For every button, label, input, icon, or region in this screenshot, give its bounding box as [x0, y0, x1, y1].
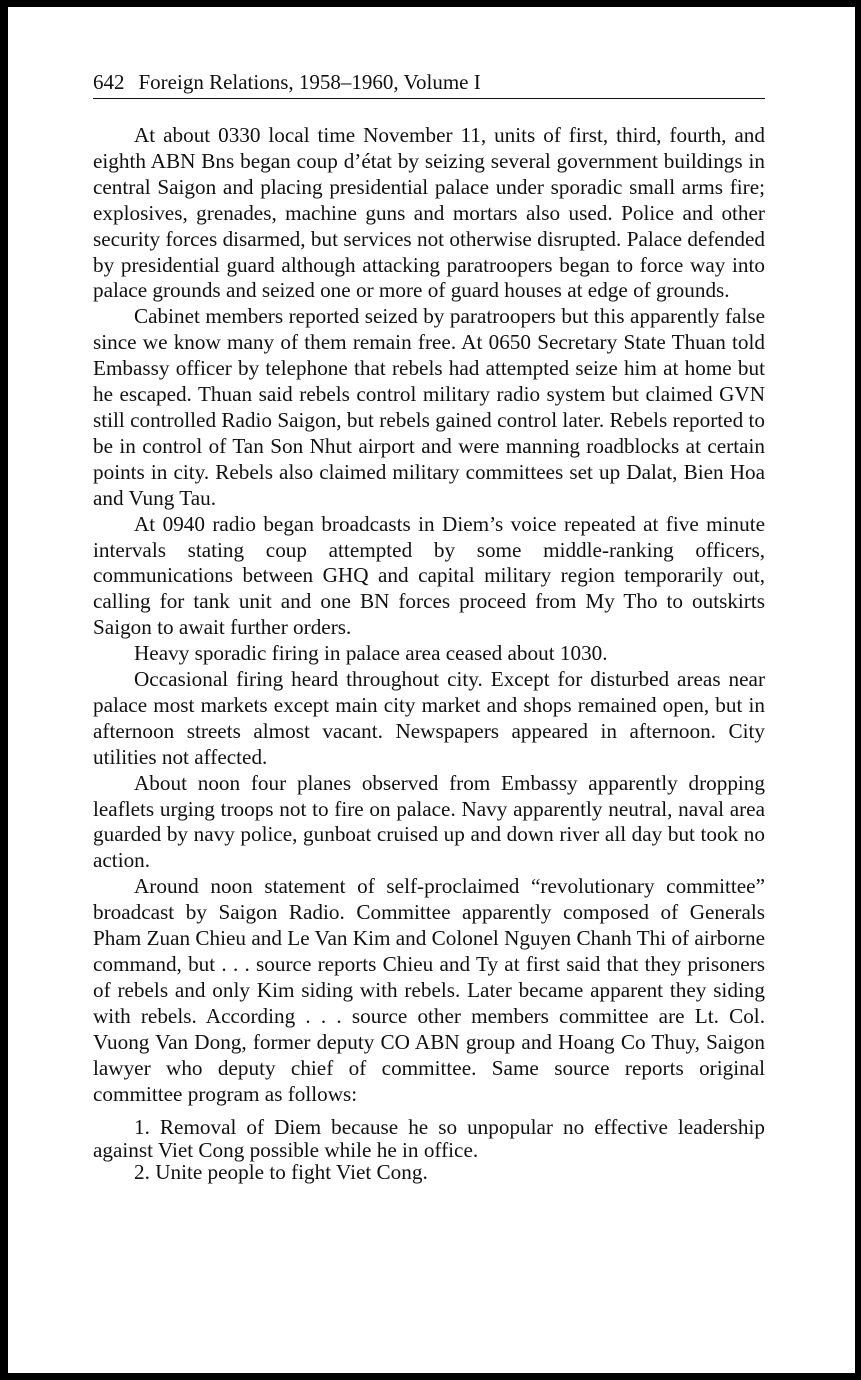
paragraph-coup-start: At about 0330 local time November 11, units of first, third, fourth, and eighth ABN Bns began coup d’état by seizing several government buildings in central Saigon and placing presidential palace under sporadic small arms fire; explosives, grenades, machine guns and mortars also used. Police and other security forces disarmed, but services not otherwise disrupted. Palace defended by presidential guard although attacking paratroopers began to force way into palace grounds and seized one or more of guard houses at edge of grounds.	[93, 123, 765, 303]
paragraph-cabinet: Cabinet members reported seized by paratroopers but this apparently false since we know many of them remain free. At 0650 Secretary State Thuan told Embassy officer by telephone that rebels had attempted seize him at home but he escaped. Thuan said rebels control military radio system but claimed GVN still controlled Radio Saigon, but rebels gained control later. Rebels reported to be in control of Tan Son Nhut airport and were manning roadblocks at certain points in city. Rebels also claimed military committees set up Dalat, Bien Hoa and Vung Tau.	[93, 304, 765, 510]
page-number: 642	[93, 70, 125, 94]
running-header	[93, 70, 765, 99]
list-item: 2. Unite people to fight Viet Cong.	[134, 1160, 428, 1185]
paragraph-firing-ceased: Heavy sporadic firing in palace area ceased about 1030.	[134, 641, 608, 666]
paragraph-city-conditions: Occasional firing heard throughout city. Except for disturbed areas near palace most markets except main city market and shops remained open, but in afternoon streets almost vacant. Newspapers appeared in afternoon. City utilities not affected.	[93, 667, 765, 769]
paragraph-radio-broadcast: At 0940 radio began broadcasts in Diem’s voice repeated at five minute intervals stating coup attempted by some middle-ranking officers, communications between GHQ and capital military region temporarily out, calling for tank unit and one BN forces proceed from My Tho to outskirts Saigon to await further orders.	[93, 511, 765, 640]
committee-program-list	[93, 1116, 765, 1184]
paragraph-planes-navy: About noon four planes observed from Embassy apparently dropping leaflets urging troops not to fire on palace. Navy apparently neutral, naval area guarded by navy police, gunboat cruised up and down river all day but took no action.	[93, 770, 765, 873]
volume-title: Foreign Relations, 1958–1960, Volume I	[138, 70, 481, 94]
document-body	[93, 123, 765, 1184]
list-item: 1. Removal of Diem because he so unpopular no effective leadership against Viet Cong possible while he in office.	[93, 1115, 765, 1162]
paragraph-revolutionary-committee: Around noon statement of self-proclaimed “revolutionary committee” broadcast by Saigon Radio. Committee apparently composed of Generals Pham Zuan Chieu and Le Van Kim and Colonel Nguyen Chanh Thi of airborne command, but . . . source reports Chieu and Ty at first said that they prisoners of rebels and only Kim siding with rebels. Later became apparent they siding with rebels. According . . . source other members committee are Lt. Col. Vuong Van Dong, former deputy CO ABN group and Hoang Co Thuy, Saigon lawyer who deputy chief of committee. Same source reports original committee program as follows:	[93, 874, 765, 1106]
